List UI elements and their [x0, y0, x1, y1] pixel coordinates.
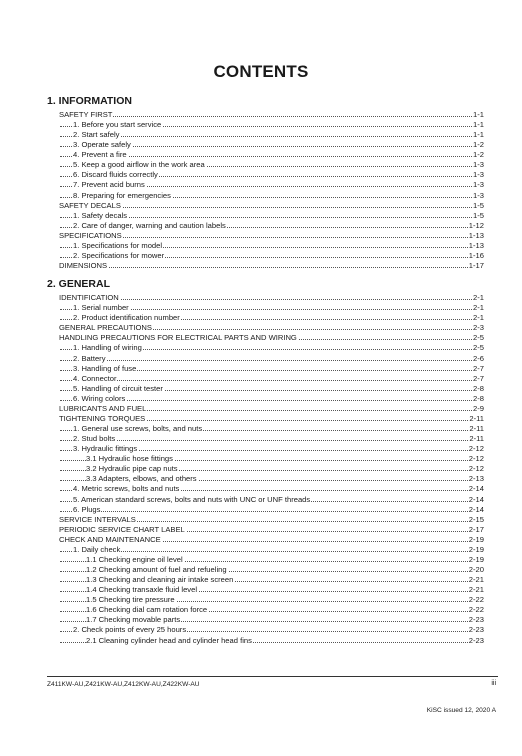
toc-entry-page: 1-16 — [468, 250, 484, 260]
toc-entry-label: 1. General use screws, bolts, and nuts — [73, 424, 203, 434]
toc-entry-page: 2-14 — [468, 484, 484, 494]
toc-entry-label: 6. Discard fluids correctly — [73, 170, 158, 180]
toc-entry[interactable] — [0, 625, 522, 635]
toc-entry-label: 4. Connector — [73, 373, 117, 383]
toc-entry[interactable] — [0, 535, 522, 545]
toc-entry-label: 1. Serial number — [73, 303, 129, 313]
toc-entry-label: 5. Keep a good airflow in the work area — [73, 160, 205, 170]
toc-entry[interactable] — [0, 241, 522, 251]
toc-entry[interactable] — [0, 464, 522, 474]
toc-entry-page: 2-23 — [468, 625, 484, 635]
toc-entry[interactable] — [0, 424, 522, 434]
toc-entry-label: 1. Safety decals — [73, 210, 128, 220]
toc-entry[interactable] — [0, 384, 522, 394]
toc-entry[interactable] — [0, 555, 522, 565]
toc-entry-label: 2. Stud bolts — [73, 434, 116, 444]
toc-entry-page: 1-2 — [473, 150, 484, 160]
toc-entry-label: SAFETY FIRST — [59, 110, 113, 119]
toc-entry[interactable] — [0, 313, 522, 323]
toc-entry[interactable] — [0, 404, 522, 414]
toc-entry[interactable] — [0, 211, 522, 221]
toc-entry[interactable] — [0, 293, 522, 303]
page-title: CONTENTS — [213, 62, 309, 81]
toc-entry-label: 2. Product identification number — [73, 313, 180, 323]
toc-entry[interactable] — [0, 565, 522, 575]
toc-entry-label: 4. Metric screws, bolts and nuts — [73, 484, 180, 494]
toc-entry-label: 1.6 Checking dial cam rotation force — [86, 605, 208, 615]
toc-entry-label: SPECIFICATIONS — [59, 230, 122, 240]
toc-entry[interactable] — [0, 120, 522, 130]
toc-entry-page: 2-19 — [468, 554, 484, 564]
toc-entry[interactable] — [0, 160, 522, 170]
toc-entry-page: 2-13 — [468, 474, 484, 484]
toc-entry-page: 2-19 — [468, 544, 484, 554]
toc-entry-page: 1-2 — [473, 140, 484, 150]
toc-entry[interactable] — [0, 231, 522, 241]
toc-entry-label: 3.1 Hydraulic hose fittings — [86, 454, 173, 464]
toc-entry[interactable] — [0, 170, 522, 180]
toc-entry-page: 2-14 — [468, 494, 484, 504]
toc-entry[interactable] — [0, 130, 522, 140]
toc-entry-label: HANDLING PRECAUTIONS FOR ELECTRICAL PARTS AND WIRING — [59, 333, 297, 343]
toc-entry-label: 3.3 Adapters, elbows, and others — [86, 474, 197, 484]
toc-entry[interactable] — [0, 110, 522, 120]
toc-entry-label: 1.1 Checking engine oil level — [86, 554, 183, 564]
toc-entry[interactable] — [0, 303, 522, 313]
toc-entry-page: 2-7 — [473, 373, 484, 383]
toc-entry-label: 3. Handling of fuse — [73, 363, 137, 373]
toc-entry[interactable] — [0, 180, 522, 190]
toc-entry-page: 1-3 — [473, 180, 484, 190]
dot-leader — [60, 360, 484, 361]
toc-entry-label: PERIODIC SERVICE CHART LABEL — [59, 524, 185, 534]
toc-entry-page: 2-6 — [473, 353, 484, 363]
toc-entry-label: GENERAL PRECAUTIONS — [59, 323, 152, 333]
toc-entry-page: 2-22 — [468, 595, 484, 605]
toc-entry-page: 2-3 — [473, 323, 484, 333]
toc-entry-page: 2-23 — [468, 635, 484, 645]
toc-entry[interactable] — [0, 364, 522, 374]
toc-entry-label: 3. Hydraulic fittings — [73, 444, 138, 454]
toc-entry-page: 1-5 — [473, 210, 484, 220]
toc-entry-label: CHECK AND MAINTENANCE — [59, 534, 161, 544]
toc-entry-page: 2-5 — [473, 343, 484, 353]
footer-page-number: iii — [491, 680, 496, 687]
toc-entry-label: 6. Plugs — [73, 504, 101, 514]
toc-entry[interactable] — [0, 251, 522, 261]
toc-entry-label: 2. Start safely — [73, 130, 120, 140]
toc-entry-label: 1.7 Checking movable parts — [86, 615, 181, 625]
toc-entry-page: 2-8 — [473, 383, 484, 393]
toc-entry-page: 2-9 — [473, 403, 484, 413]
toc-entry-page: 2-12 — [468, 444, 484, 454]
footer-model-list: Z411KW-AU,Z421KW-AU,Z412KW-AU,Z422KW-AU — [47, 681, 200, 688]
toc-entry-page: 2-12 — [468, 464, 484, 474]
toc-entry-label: SAFETY DECALS — [59, 200, 121, 210]
toc-entry-label: 3.2 Hydraulic pipe cap nuts — [86, 464, 178, 474]
toc-entry-label: 2. Battery — [73, 353, 106, 363]
toc-entry[interactable] — [0, 201, 522, 211]
toc-entry-label: 4. Prevent a fire — [73, 150, 127, 160]
toc-entry[interactable] — [0, 374, 522, 384]
toc-entry[interactable] — [0, 434, 522, 444]
toc-entry-label: 5. American standard screws, bolts and nuts with UNC or UNF threads — [73, 494, 311, 504]
toc-entry-page: 2-1 — [473, 293, 484, 303]
dot-leader — [60, 380, 484, 381]
dot-leader — [60, 136, 484, 137]
toc-entry-label: 2. Care of danger, warning and caution labels — [73, 220, 226, 230]
toc-entry-page: 2-21 — [468, 575, 484, 585]
toc-entry-page: 1-17 — [468, 261, 484, 271]
toc-entry-page: 2-19 — [468, 534, 484, 544]
toc-entry[interactable] — [0, 585, 522, 595]
toc-entry-label: 8. Preparing for emergencies — [73, 190, 171, 200]
toc-entry-label: 1.2 Checking amount of fuel and refueling — [86, 565, 227, 574]
toc-entry-page: 1-3 — [473, 190, 484, 200]
toc-entry-page: 2-23 — [468, 615, 484, 625]
toc-entry[interactable] — [0, 515, 522, 525]
toc-entry-label: 1. Specifications for model — [73, 240, 163, 250]
toc-entry[interactable] — [0, 394, 522, 404]
toc-entry[interactable] — [0, 495, 522, 505]
toc-entry[interactable] — [0, 221, 522, 231]
toc-entry-page: 1-1 — [473, 110, 484, 119]
toc-entry[interactable] — [0, 323, 522, 333]
toc-entry-label: IDENTIFICATION — [59, 293, 119, 303]
toc-entry-page: 2-17 — [468, 524, 484, 534]
toc-entry-page: 1-3 — [473, 170, 484, 180]
toc-entry[interactable] — [0, 575, 522, 585]
toc-entry[interactable] — [0, 140, 522, 150]
toc-entry-page: 2-14 — [468, 504, 484, 514]
dot-leader — [60, 551, 484, 552]
dot-leader — [60, 299, 484, 300]
toc-entry-page: 2-1 — [473, 303, 484, 313]
toc-entry-label: 1.5 Checking tire pressure — [86, 595, 175, 605]
toc-entry-label: 6. Wiring colors — [73, 393, 126, 403]
toc-entry-label: 2. Specifications for mower — [73, 250, 165, 260]
toc-entry[interactable] — [0, 525, 522, 535]
toc-entry[interactable] — [0, 474, 522, 484]
toc-entry-label: 1. Daily check — [73, 544, 121, 554]
dot-leader — [60, 267, 484, 268]
toc-entry-label: 5. Handling of circuit tester — [73, 383, 163, 393]
toc-entry-page: 1-3 — [473, 160, 484, 170]
toc-entry-page: 2-20 — [468, 565, 484, 574]
toc-entry-page: 2-5 — [473, 333, 484, 343]
toc-entry-page: 1-13 — [468, 230, 484, 240]
toc-entry-page: 2-11 — [469, 434, 484, 444]
dot-leader — [60, 511, 484, 512]
toc-entry-page: 2-8 — [473, 393, 484, 403]
toc-entry[interactable] — [0, 414, 522, 424]
toc-entry-label: 1.4 Checking transaxle fluid level — [86, 585, 198, 595]
toc-entry-label: LUBRICANTS AND FUEL — [59, 403, 147, 413]
toc-entry[interactable] — [0, 605, 522, 615]
toc-entry-label: 2. Check points of every 25 hours — [73, 625, 187, 635]
toc-entry[interactable] — [0, 333, 522, 343]
toc-entry-page: 1-1 — [473, 130, 484, 140]
toc-entry-label: DIMENSIONS — [59, 261, 108, 271]
toc-entry[interactable] — [0, 343, 522, 353]
toc-entry-page: 1-1 — [473, 120, 484, 130]
toc-entry-page: 2-1 — [473, 313, 484, 323]
toc-entry-label: 1. Before you start service — [73, 120, 162, 130]
dot-leader — [60, 440, 484, 441]
toc-entry-page: 2-12 — [468, 454, 484, 464]
toc-entry[interactable] — [0, 615, 522, 625]
toc-entry[interactable] — [0, 191, 522, 201]
toc-entry[interactable] — [0, 354, 522, 364]
toc-entry-page: 1-12 — [468, 220, 484, 230]
toc-entry-label: 1.3 Checking and cleaning air intake screen — [86, 575, 234, 585]
toc-entry-page: 2-21 — [468, 585, 484, 595]
toc-entry[interactable] — [0, 261, 522, 271]
toc-entry[interactable] — [0, 454, 522, 464]
toc-entry-page: 2-11 — [469, 413, 484, 423]
footer-issue-info: KiSC issued 12, 2020 A — [426, 707, 496, 714]
toc-entry-page: 2-22 — [468, 605, 484, 615]
toc-entry[interactable] — [0, 484, 522, 494]
toc-entry-page: 2-11 — [469, 424, 484, 434]
toc-entry[interactable] — [0, 444, 522, 454]
toc-entry-page: 2-7 — [473, 363, 484, 373]
toc-entry[interactable] — [0, 150, 522, 160]
toc-entry-page: 1-5 — [473, 200, 484, 210]
dot-leader — [60, 237, 484, 238]
toc-entry-page: 2-15 — [468, 514, 484, 524]
toc-entry[interactable] — [0, 505, 522, 515]
dot-leader — [60, 116, 484, 117]
toc-entry[interactable] — [0, 545, 522, 555]
toc-entry-label: TIGHTENING TORQUES — [59, 413, 146, 423]
dot-leader — [60, 207, 484, 208]
toc-entry-label: 1. Handling of wiring — [73, 343, 142, 353]
toc-entry[interactable] — [0, 636, 522, 646]
toc-entry-label: 2.1 Cleaning cylinder head and cylinder head fins — [86, 635, 252, 645]
section-heading: 2. GENERAL — [47, 278, 111, 291]
toc-entry-label: 3. Operate safely — [73, 140, 131, 150]
toc-entry-label: 7. Prevent acid burns — [73, 180, 145, 190]
section-heading: 1. INFORMATION — [47, 95, 132, 107]
toc-entry-page: 1-13 — [468, 240, 484, 250]
toc-entry[interactable] — [0, 595, 522, 605]
footer-divider — [47, 676, 498, 677]
toc-entry-label: SERVICE INTERVALS — [59, 514, 136, 524]
